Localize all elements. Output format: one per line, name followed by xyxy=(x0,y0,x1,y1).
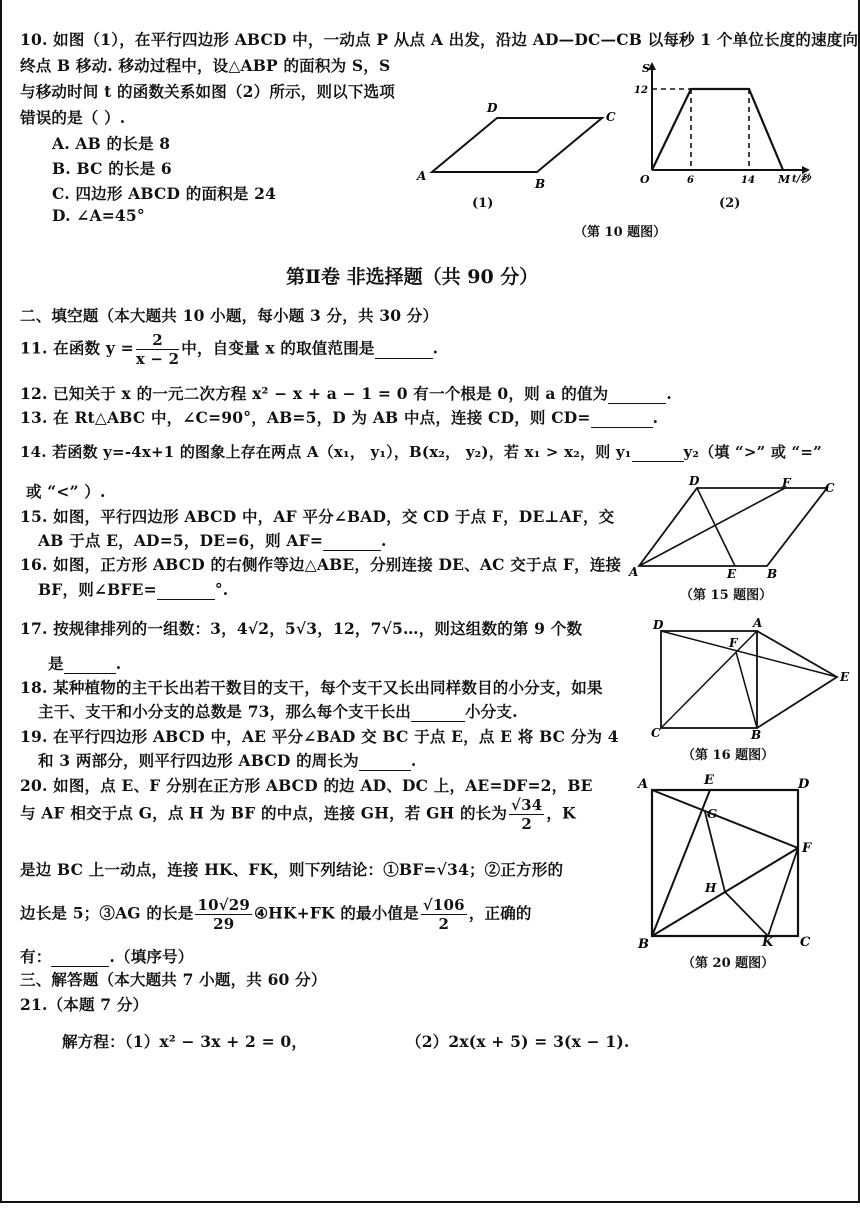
q17-line2 xyxy=(48,652,121,674)
q20-point-b: B xyxy=(638,937,649,950)
q10-graph-x-axis-label: t/秒 xyxy=(792,174,811,185)
q17-answer-blank[interactable] xyxy=(64,654,116,674)
section-2-title: 第Ⅱ卷 非选择题（共 90 分） xyxy=(286,266,539,288)
q16-point-e: E xyxy=(840,670,850,684)
q16-end: °. xyxy=(214,580,229,599)
q19-line1: 19. 在平行四边形 ABCD 中，AE 平分∠BAD 交 BC 于点 E，点 E 将 BC 分为 4 xyxy=(20,727,619,746)
q10-figure-1-parallelogram xyxy=(407,100,627,200)
q13 xyxy=(20,406,658,428)
q18-text: 主干、支干和小分支的总数是 73，那么每个支干长出 xyxy=(38,702,411,721)
q11-numerator: 2 xyxy=(136,331,179,350)
q10-graph-x-tick-m: M xyxy=(778,173,791,186)
q20-ag-fraction xyxy=(195,896,252,933)
q12 xyxy=(20,382,672,404)
q20-point-e: E xyxy=(704,773,714,788)
q16-point-a: A xyxy=(753,617,763,630)
q20-line3: 是边 BC 上一动点，连接 HK、FK，则下列结论：①BF=√34；②正方形的 xyxy=(20,860,564,879)
q20-point-c: C xyxy=(800,935,811,950)
q12-end: . xyxy=(666,384,672,403)
q20-ag-numerator: 10√29 xyxy=(197,896,251,914)
section-3-heading: 三、解答题（本大题共 7 小题，共 60 分） xyxy=(20,970,327,989)
q11-end: . xyxy=(432,338,439,358)
q20-line4-end: ，正确的 xyxy=(468,903,532,923)
q11 xyxy=(20,331,438,368)
q18-line2 xyxy=(38,700,518,722)
q10-fig1-label: (1) xyxy=(472,196,494,211)
q10-option-b: B. BC 的长是 6 xyxy=(52,159,172,178)
q11-suffix: 中，自变量 x 的取值范围是 xyxy=(181,338,375,358)
q18-line1: 18. 某种植物的主干长出若干数目的支干，每个支干又长出同样数目的小分支，如果 xyxy=(20,678,603,697)
q20-line4-text: 边长是 5；③AG 的长是 xyxy=(20,903,194,923)
q20-point-g: G xyxy=(707,807,718,821)
q20-min-numerator: √106 xyxy=(422,896,465,914)
q21-part2: （2）2x(x + 5) = 3(x − 1). xyxy=(406,1032,630,1051)
q13-answer-blank[interactable] xyxy=(591,408,653,428)
q19-end: . xyxy=(410,751,417,770)
q20-line2-text: 与 AF 相交于点 G，点 H 为 BF 的中点，连接 GH，若 GH 的长为 xyxy=(20,803,508,823)
q20-answer-blank[interactable] xyxy=(51,947,109,967)
q10-graph-x-tick-14: 14 xyxy=(741,175,755,186)
q21-prompt: 解方程：（1）x² − 3x + 2 = 0， xyxy=(62,1032,308,1051)
q14-line2: 或 “<” ）. xyxy=(26,482,106,501)
q10-graph-x-tick-6: 6 xyxy=(687,175,694,186)
q14-answer-blank[interactable] xyxy=(632,443,684,462)
q16-point-d: D xyxy=(653,618,664,632)
q19-answer-blank[interactable] xyxy=(359,751,411,771)
q17-end: . xyxy=(115,654,122,673)
q10-line4: 错误的是（ ）. xyxy=(20,108,126,127)
q20-point-k: K xyxy=(762,935,774,950)
q14-text: 14. 若函数 y=-4x+1 的图象上存在两点 A（x₁， y₁），B(x₂， y₂)，若 x₁ > x₂，则 y₁ xyxy=(20,443,632,461)
q20-line5 xyxy=(20,945,194,967)
q20-line5-end: .（填序号） xyxy=(109,947,194,966)
q10-fig1-point-a: A xyxy=(417,169,427,183)
q19-line2 xyxy=(38,749,416,771)
q15-answer-blank[interactable] xyxy=(323,531,381,551)
q10-graph-origin: O xyxy=(640,173,650,186)
q10-fig1-point-b: B xyxy=(535,177,546,191)
q20-line2 xyxy=(20,796,576,833)
q10-fig1-point-c: C xyxy=(606,110,616,124)
q19-text: 和 3 两部分，则平行四边形 ABCD 的周长为 xyxy=(38,751,359,770)
q20-caption: （第 20 题图） xyxy=(682,956,775,971)
q20-min-denominator: 2 xyxy=(438,915,450,933)
q20-line4 xyxy=(20,896,532,933)
q20-line2-end: ，K xyxy=(546,803,576,823)
q15-line1: 15. 如图，平行四边形 ABCD 中，AF 平分∠BAD，交 CD 于点 F，DE⊥AF，交 xyxy=(20,507,615,526)
q14-line1 xyxy=(20,441,822,462)
q15-figure xyxy=(627,474,842,586)
q10-caption: （第 10 题图） xyxy=(574,225,667,240)
q20-point-a: A xyxy=(638,777,649,792)
q20-gh-fraction xyxy=(509,796,544,833)
q13-text: 13. 在 Rt△ABC 中，∠C=90°，AB=5，D 为 AB 中点，连接 CD，则 CD= xyxy=(20,408,591,427)
q10-graph-y-axis-label: S xyxy=(642,62,650,75)
q16-line1: 16. 如图，正方形 ABCD 的右侧作等边△ABE，分别连接 DE、AC 交于点 F，连接 xyxy=(20,555,622,574)
q10-option-d: D. ∠A=45° xyxy=(52,206,145,225)
q20-line1: 20. 如图，点 E、F 分别在正方形 ABCD 的边 AD、DC 上，AE=DF=2，BE xyxy=(20,776,593,795)
q10-option-c: C. 四边形 ABCD 的面积是 24 xyxy=(52,184,277,203)
q10-figure-2-graph xyxy=(632,58,822,193)
q10-graph-y-tick: 12 xyxy=(634,85,648,96)
q15-line2 xyxy=(38,529,387,551)
q15-point-a: A xyxy=(629,565,639,579)
q12-text: 12. 已知关于 x 的一元二次方程 x² − x + a − 1 = 0 有一个根是 0，则 a 的值为 xyxy=(20,384,609,403)
part-2-heading: 二、填空题（本大题共 10 小题，每小题 3 分，共 30 分） xyxy=(20,306,439,325)
q18-answer-blank[interactable] xyxy=(411,702,465,722)
q17-line1: 17. 按规律排列的一组数：3，4√2，5√3，12，7√5…，则这组数的第 9 个数 xyxy=(20,619,583,638)
q20-gh-denominator: 2 xyxy=(521,815,533,833)
q20-point-d: D xyxy=(798,777,810,792)
q15-point-c: C xyxy=(825,481,835,495)
q20-line5-text: 有： xyxy=(20,947,52,966)
q10-fig1-point-d: D xyxy=(487,101,498,115)
q16-caption: （第 16 题图） xyxy=(682,748,775,763)
q16-text: BF，则∠BFE= xyxy=(38,580,157,599)
q15-point-b: B xyxy=(767,567,778,581)
q13-end: . xyxy=(652,408,659,427)
q10-line1: 10. 如图（1），在平行四边形 ABCD 中，一动点 P 从点 A 出发，沿边 AD—DC—CB 以每秒 1 个单位长度的速度向 xyxy=(20,30,859,49)
q21-title: 21.（本题 7 分） xyxy=(20,995,149,1014)
q11-prefix: 11. 在函数 y = xyxy=(20,338,134,358)
q10-fig2-label: (2) xyxy=(719,196,741,211)
q10-line3: 与移动时间 t 的函数关系如图（2）所示，则以下选项 xyxy=(20,82,395,101)
q18-end: 小分支. xyxy=(464,702,518,721)
q12-answer-blank[interactable] xyxy=(608,384,666,404)
q17-text: 是 xyxy=(48,654,64,673)
q10-line2: 终点 B 移动. 移动过程中，设△ABP 的面积为 S，S xyxy=(20,56,391,75)
q10-option-a: A. AB 的长是 8 xyxy=(52,134,171,153)
q16-line2 xyxy=(38,578,228,600)
q20-min-fraction xyxy=(421,896,467,933)
q20-figure xyxy=(632,770,817,950)
q15-caption: （第 15 题图） xyxy=(680,588,773,603)
q16-point-c: C xyxy=(651,726,661,740)
q20-point-h: H xyxy=(705,881,717,895)
q15-text: AB 于点 E，AD=5，DE=6，则 AF= xyxy=(38,531,324,550)
q15-point-f: F xyxy=(782,476,791,490)
q16-answer-blank[interactable] xyxy=(157,580,215,600)
q15-point-d: D xyxy=(689,474,700,488)
q16-point-f: F xyxy=(729,636,738,650)
q11-fraction xyxy=(136,331,179,368)
q16-point-b: B xyxy=(751,728,762,742)
q15-end: . xyxy=(381,531,387,550)
q15-point-e: E xyxy=(727,567,737,581)
q20-ag-denominator: 29 xyxy=(213,915,235,933)
q11-denominator: x − 2 xyxy=(135,350,180,368)
q16-figure xyxy=(647,617,852,742)
q14-line1-end: y₂（填 “>” 或 “=” xyxy=(683,443,822,461)
q11-answer-blank[interactable] xyxy=(375,339,433,359)
q20-line4-mid: ④HK+FK 的最小值是 xyxy=(254,903,419,923)
q20-gh-numerator: √34 xyxy=(511,796,543,814)
q20-point-f: F xyxy=(802,841,812,856)
